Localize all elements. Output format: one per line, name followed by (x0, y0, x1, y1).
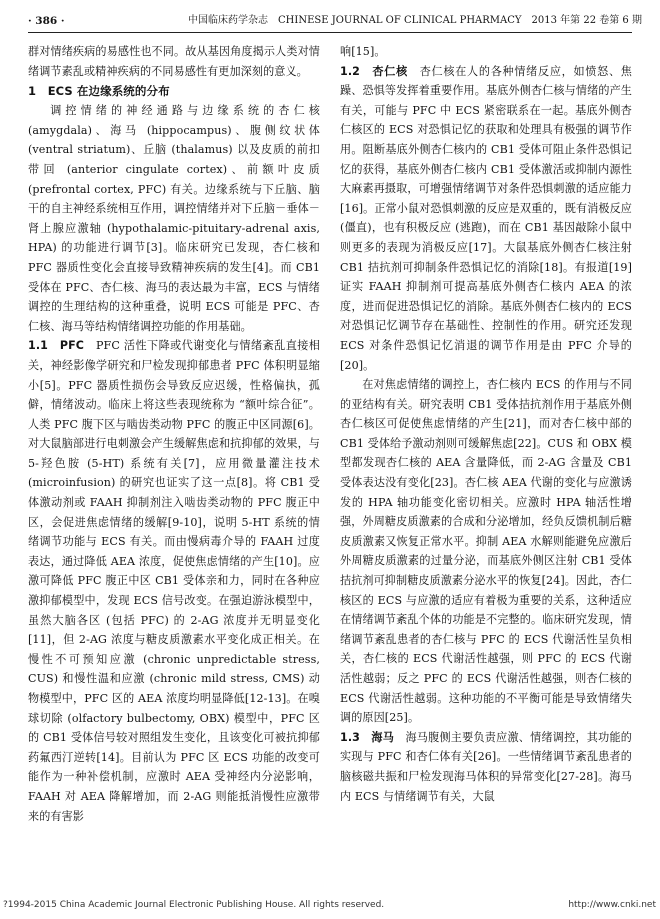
subsection-heading: 1.3 海马 (340, 730, 395, 744)
site-link[interactable]: http://www.cnki.net (568, 900, 656, 910)
paragraph-text: PFC 活性下降或代谢变化与情绪紊乱直接相关，神经影像学研究和尸检发现抑郁患者 PFC 体积明显缩小[5]。PFC 器质性损伤会导致反应迟缓，性格偏执，孤僻，情绪波动。临床上将这些表现统称为 “额叶综合征”。人类 PFC 腹下区与啮齿类动物 PFC 的腹正中区同源[6]。对大鼠脑部进行电刺激会产生缓解焦虑和抗抑郁的效果，与 5-羟色胺 (5-HT) 系统有关[7]，应用微量灌注技术 (microinfusion) 的研究也证实了这一点[8]。将 CB1 受体激动剂或 FAAH 抑制剂注入啮齿类动物的 PFC 腹正中区，会促进焦虑情绪的缓解[9-10]，说明 5-HT 系统的情绪调节功能与 ECS 有关。而由慢病毒介导的 FAAH 过度表达，通过降低 AEA 浓度，促使焦虑情绪的产生[10]。应激可降低 PFC 腹正中区 CB1 受体亲和力，同时在各种应激抑郁模型中，发现 ECS 信号改变。在强迫游泳模型中，虽然大脑各区 (包括 PFC) 的 2-AG 浓度并无明显变化[11]，但 2-AG 浓度与糖皮质激素水平变化成正相关。在慢性不可预知应激 (chronic unpredictable stress, CUS) 和慢性温和应激 (chronic mild stress, CMS) 动物模型中，PFC 区的 AEA 浓度均明显降低[12-13]。在嗅球切除 (olfactory bulbectomy, OBX) 模型中，PFC 区的 CB1 受体信号较对照组发生变化，且该变化可被抗抑郁药氟西汀逆转[14]。目前认为 PFC 区 ECS 功能的改变可能作为一种补偿机制，应激时 AEA 受神经内分泌影响，FAAH 对 AEA 降解增加，而 2-AG 则能抵消慢性应激带来的有害影 (28, 339, 320, 823)
paragraph-text: 杏仁核在人的各种情绪反应，如愤怒、焦躁、恐惧等发挥着重要作用。基底外侧杏仁核与情绪的产生有关，可能与 PFC 中 ECS 紧密联系在一起。基底外侧杏仁核区的 ECS 对恐惧记忆的获取和处理具有极强的调节作用。阻断基底外侧杏仁核内的 CB1 受体可阻止条件恐惧记忆的获得，基底外侧杏仁核内 CB1 受体激活或抑制内源性大麻素再摄取，可增强情绪调节对条件恐惧刺激的适应能力[16]。正常小鼠对恐惧刺激的反应是双重的，既有消极反应 (僵直)，也有积极反应 (逃跑)，而在 CB1 基因敲除小鼠中则更多的表现为消极反应[17]。大鼠基底外侧杏仁核注射 CB1 拮抗剂可抑制条件恐惧记忆的消除[18]。有报道[19]证实 FAAH 抑制剂可提高基底外侧杏仁核内 AEA 的浓度，进而促进恐惧记忆的消除。基底外侧杏仁核内的 ECS 对恐惧记忆调节存在基础性、控制性的作用。研究还发现 ECS 对条件恐惧记忆消退的调节作用是由 PFC 介导的[20]。 (340, 64, 632, 372)
paragraph: 在对焦虑情绪的调控上，杏仁核内 ECS 的作用与不同的亚结构有关。研究表明 CB1 受体拮抗剂作用于基底外侧杏仁核区可促使焦虑情绪的产生[21]，而对杏仁核中部的 CB1 受体给予激动剂则可缓解焦虑[22]。CUS 和 OBX 模型都发现杏仁核的 AEA 含量降低，而 2-AG 含量及 CB1 受体表达没有变化[23]。杏仁核 AEA 代谢的变化与应激诱发的 HPA 轴功能变化密切相关。应激时 HPA 轴活性增强，外周糖皮质激素的合成和分泌增加，经负反馈机制后糖皮质激素又恢复正常水平。抑制 AEA 水解则能避免应激后外周糖皮质激素的过量分泌，而基底外侧区注射 CB1 受体拮抗剂可抑制糖皮质激素分泌水平的恢复[24]。因此，杏仁核区的 ECS 与应激的适应有着极为重要的关系，这种适应在情绪调节紊乱个体的功能是不完整的。临床研究发现，情绪调节紊乱患者的杏仁核与 PFC 的 ECS 代谢活性呈负相关，杏仁核的 ECS 代谢活性越强，则 PFC 的 ECS 代谢活性越弱；反之 PFC 的 ECS 代谢活性越强，则杏仁核的 ECS 代谢活性越弱。这种功能的不平衡可能是导致情绪失调的原因[25]。 (340, 378, 632, 725)
subsection-heading: 1.2 杏仁核 (340, 64, 408, 78)
paragraph: 响[15]。 (340, 45, 386, 58)
paragraph: 调控情绪的神经通路与边缘系统的杏仁核 (amygdala)、海马 (hippocampus)、腹侧纹状体 (ventral striatum)、丘脑 (thalamus) 以及皮质的前扣带回 (anterior cingulate cortex)、前额叶皮质 (prefrontal cortex, PFC) 有关。边缘系统与下丘脑、脑干的自主神经系统相互作用，调控情绪并对下丘脑－垂体－肾上腺应激轴 (hypothalamic-pituitary-adrenal axis, HPA) 的功能进行调节[3]。临床研究已发现，杏仁核和 PFC 器质性变化会直接导致精神疾病的发生[4]。而 CB1 受体在 PFC、杏仁核、海马的表达最为丰富，ECS 与情绪调控的生理结构的这种重叠，说明 ECS 可能是 PFC、杏仁核、海马等结构情绪调控功能的作用基础。 (28, 104, 320, 333)
copyright-notice: ?1994-2015 China Academic Journal Electronic Publishing House. All rights reserved. (3, 900, 385, 910)
running-header (28, 10, 642, 33)
paragraph: 群对情绪疾病的易感性也不同。故从基因角度揭示人类对情绪调节素乱或精神疾病的不同易感性有更加深刻的意义。 (28, 45, 320, 78)
left-column (28, 42, 320, 878)
right-column (340, 42, 632, 878)
page-number: · 386 · (28, 15, 65, 27)
paragraph-text: 海马腹侧主要负责应激、情绪调控，其功能的实现与 PFC 和杏仁体有关[26]。一些情绪调节紊乱患者的脑核磁共振和尸检发现海马体积的异常变化[27-28]。海马内 ECS 与情绪调节有关，大鼠 (340, 730, 632, 803)
subsection-heading: 1.1 PFC (28, 339, 85, 353)
section-heading: 1 ECS 在边缘系统的分布 (28, 84, 170, 99)
journal-running-title: 中国临床药学杂志 CHINESE JOURNAL OF CLINICAL PHARMACY 2013 年第 22 卷第 6 期 (188, 15, 642, 26)
page-footer (0, 892, 660, 919)
